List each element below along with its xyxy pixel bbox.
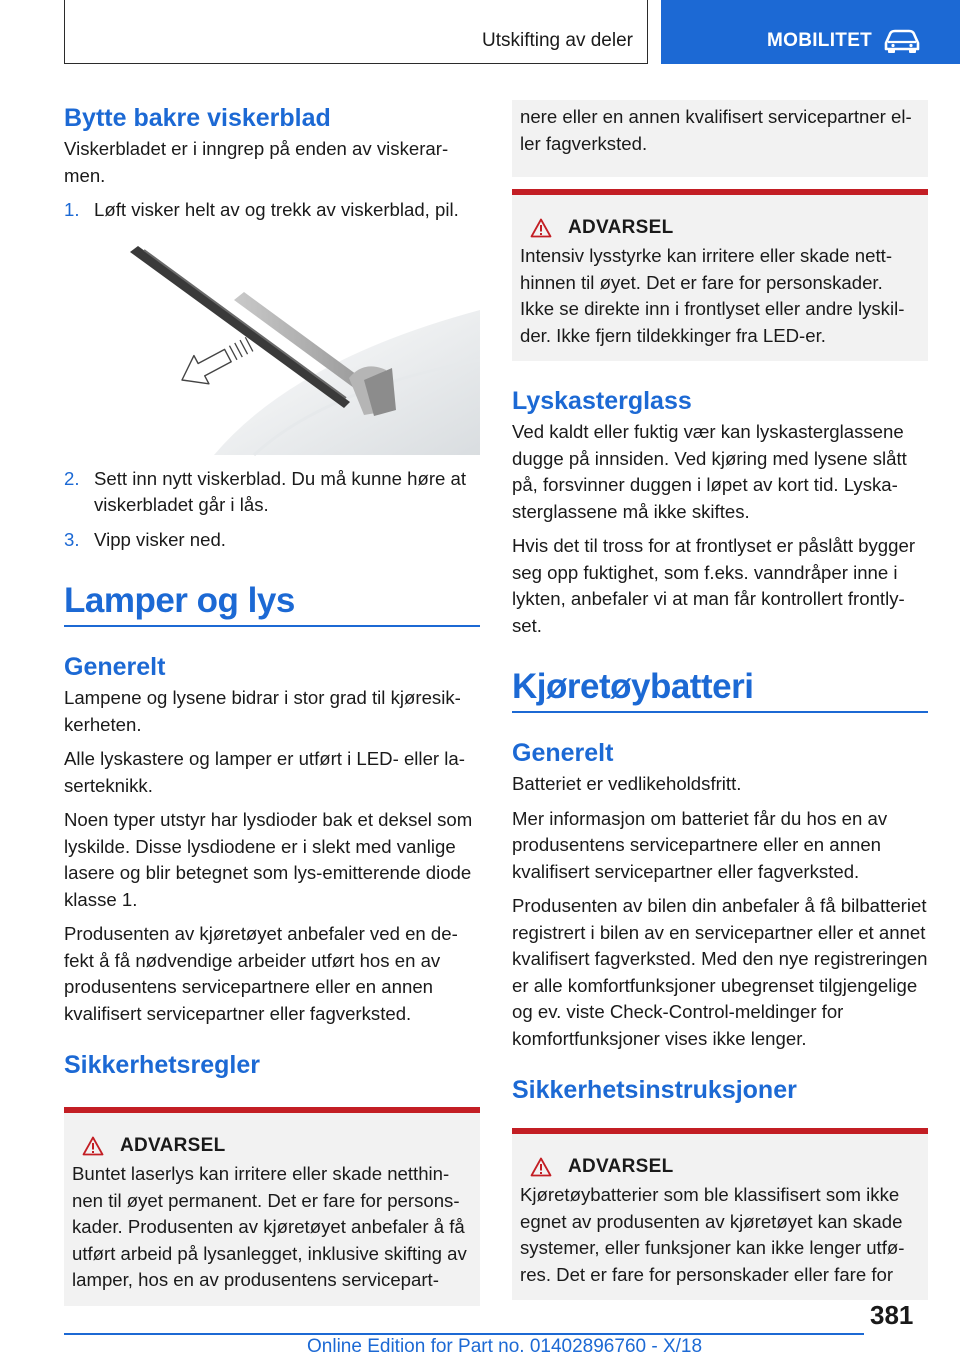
continued-warning-box: [512, 100, 928, 177]
header-category-label: MOBILITET: [767, 30, 873, 51]
warning-text: Kjøretøybatterier som ble klassifisert som ikke egnet av produsenten av kjøretøyet kan skade systemer, eller funksjoner kan ikke lenger utføres. Det er fare for personskader eller fare for: [520, 1184, 905, 1285]
left-column: [64, 100, 480, 1306]
step-item: 2. Sett inn nytt viskerblad. Du må kunne høre at viskerbladet går i lås.: [64, 467, 467, 515]
header-category-tab: [661, 0, 960, 64]
warning-triangle-icon: [82, 1136, 104, 1156]
general-paragraph: Produsenten av kjøretøyet anbefaler ved en defekt å få nødvendige arbeider utført hos en av produsentens servicepartnere eller en annen kvalifisert servicepartner eller fagverksted.: [64, 923, 458, 1024]
battery-paragraph: Produsenten av bilen din anbefaler å få bilbatteriet registrert i bilen av en servicepartner eller et annet kvalifisert fagverksted. Med den nye registreringen er alle komfortfunksjoner ubegrenset tilgjengelige og ev. viste Check-Control-meldinger for komfortfunksjoner vises ikke lenger.: [512, 895, 928, 1049]
wiper-steps: [64, 197, 480, 224]
step-item: 1. Løft visker helt av og trekk av viskerblad, pil.: [64, 199, 459, 220]
header-section-title: Utskifting av deler: [481, 30, 633, 51]
footer-rule: [64, 1333, 864, 1335]
general-paragraph: Lampene og lysene bidrar i stor grad til kjøresikkerheten.: [64, 687, 461, 735]
wiper-heading: Bytte bakre viskerblad: [64, 104, 331, 132]
general-heading: Generelt: [512, 739, 614, 767]
right-column: [512, 100, 928, 1300]
warning-text: Intensiv lysstyrke kan irritere eller skade netthinnen til øyet. Det er fare for personskader. Ikke se direkte inn i frontlyset eller andre lyskilder. Ikke fjern tildekkinger fra LED-er.: [520, 245, 905, 346]
warning-label: ADVARSEL: [120, 1135, 226, 1156]
battery-paragraph: Batteriet er vedlikeholdsfritt.: [512, 773, 742, 794]
wiper-illustration: [64, 240, 480, 456]
battery-paragraph: Mer informasjon om batteriet får du hos en av produsentens servicepartnere eller en annen kvalifisert servicepartner eller fagverksted.: [512, 807, 888, 882]
glass-heading: Lyskasterglass: [512, 387, 692, 415]
warning-label: ADVARSEL: [568, 217, 674, 238]
led-warning-box: [512, 189, 928, 361]
battery-warning-box: [512, 1128, 928, 1300]
header-section-box: [64, 0, 648, 64]
car-icon: [882, 28, 922, 54]
wiper-blade-image: [64, 240, 480, 456]
footer-edition: Online Edition for Part no. 01402896760 - X/18: [307, 1336, 703, 1357]
warning-text: Buntet laserlys kan irritere eller skade netthinnen til øyet permanent. Det er fare for personskader. Produsenten av kjøretøyet anbefaler å få utført arbeid på lysanlegget, inklusive skifting av lamper, hos en av produsentens servicepart-: [72, 1163, 467, 1290]
general-paragraph: Noen typer utstyr har lysdioder bak et deksel som lyskilde. Disse lysdiodene er i slekt med vanlige lasere og blir betegnet som lys-emitterende diode klasse 1.: [64, 809, 473, 910]
wiper-steps-continued: [64, 466, 480, 554]
battery-title: Kjøretøybatteri: [512, 667, 754, 706]
warning-triangle-icon: [530, 218, 552, 238]
page-number: 381: [870, 1300, 914, 1330]
safety-instructions-heading: Sikkerhetsinstruksjoner: [512, 1076, 797, 1104]
general-heading: Generelt: [64, 653, 166, 681]
glass-paragraph: Hvis det til tross for at frontlyset er påslått bygger seg opp fuktighet, som f.eks. vanndråper inne i lykten, anbefaler vi at man får kontrollert frontlyset.: [512, 535, 916, 636]
step-item: 3. Vipp visker ned.: [64, 528, 226, 550]
safety-heading: Sikkerhetsregler: [64, 1051, 260, 1079]
laser-warning-box: [64, 1107, 480, 1306]
continued-text: nere eller en annen kvalifisert servicepartner eller fagverksted.: [520, 106, 912, 154]
lamps-title: Lamper og lys: [64, 581, 295, 620]
warning-triangle-icon: [530, 1157, 552, 1177]
warning-label: ADVARSEL: [568, 1156, 674, 1177]
glass-paragraph: Ved kaldt eller fuktig vær kan lyskasterglassene dugge på innsiden. Ved kjøring med lysene slått på, forsvinner duggen i løpet av kort tid. Lyskasterglassene må ikke skiftes.: [512, 421, 907, 522]
general-paragraph: Alle lyskastere og lamper er utført i LED- eller laserteknikk.: [64, 748, 465, 796]
wiper-intro: Viskerbladet er i inngrep på enden av viskerarmen.: [64, 138, 449, 186]
